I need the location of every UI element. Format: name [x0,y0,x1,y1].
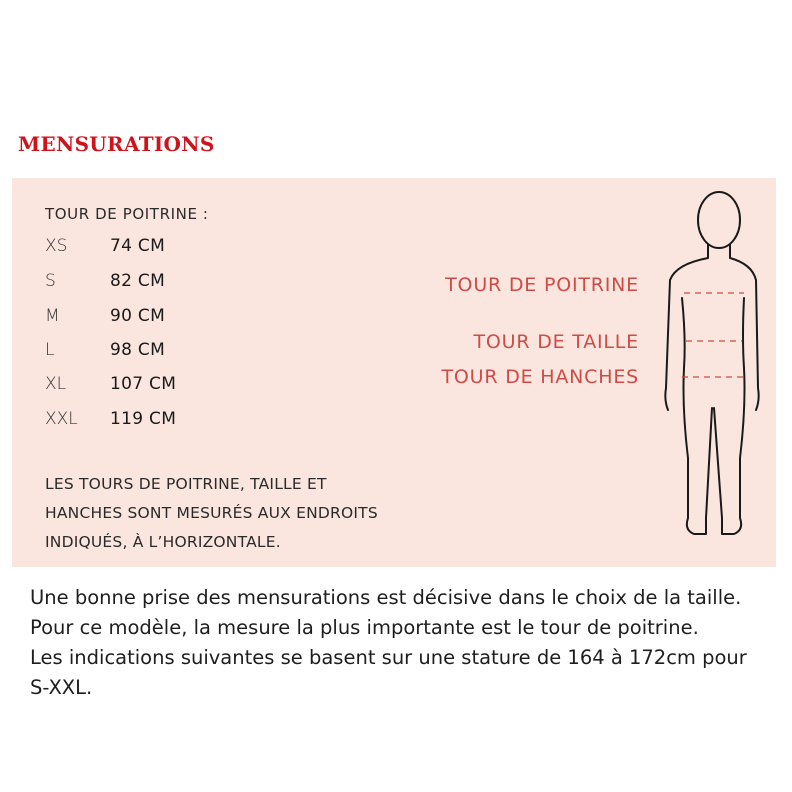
hips-measure-label: TOUR DE HANCHES [441,366,639,388]
size-value: 74 CM [110,236,166,256]
right-leg-outline [714,298,745,534]
size-row-l [45,340,165,360]
size-value: 107 CM [110,374,177,394]
size-label: S [45,271,56,291]
size-row-xl [45,374,176,394]
note-line: HANCHES SONT MESURÉS AUX ENDROITS [45,504,378,522]
footer-text [30,583,790,703]
waist-measure-label: TOUR DE TAILLE [473,331,639,353]
footer-line: Une bonne prise des mensurations est décisive dans le choix de la taille. [30,586,742,609]
footer-line: Les indications suivantes se basent sur une stature de 164 à 172cm pour [30,646,747,669]
size-row-xs [45,236,165,256]
chest-heading: TOUR DE POITRINE : [45,205,209,223]
note-line: LES TOURS DE POITRINE, TAILLE ET [45,475,327,493]
section-title: MENSURATIONS [18,132,215,156]
size-row-m [45,306,165,326]
head-outline [698,192,740,248]
measurement-note [45,470,465,557]
body-silhouette-icon [642,188,772,558]
chest-measure-label: TOUR DE POITRINE [445,274,639,296]
size-label: XL [45,374,67,394]
size-label: L [45,340,55,360]
size-label: M [45,306,60,326]
left-leg-outline [682,298,712,534]
size-value: 82 CM [110,271,166,291]
size-row-s [45,271,165,291]
footer-line: Pour ce modèle, la mesure la plus importante est le tour de poitrine. [30,616,699,639]
size-row-xxl [45,409,176,429]
footer-line: S-XXL. [30,676,93,699]
measurement-panel [12,178,776,567]
size-value: 98 CM [110,340,166,360]
left-body-outline [665,245,708,410]
size-value: 90 CM [110,306,166,326]
size-label: XXL [45,409,78,429]
note-line: INDIQUÉS, À L’HORIZONTALE. [45,533,281,551]
size-value: 119 CM [110,409,177,429]
size-label: XS [45,236,68,256]
